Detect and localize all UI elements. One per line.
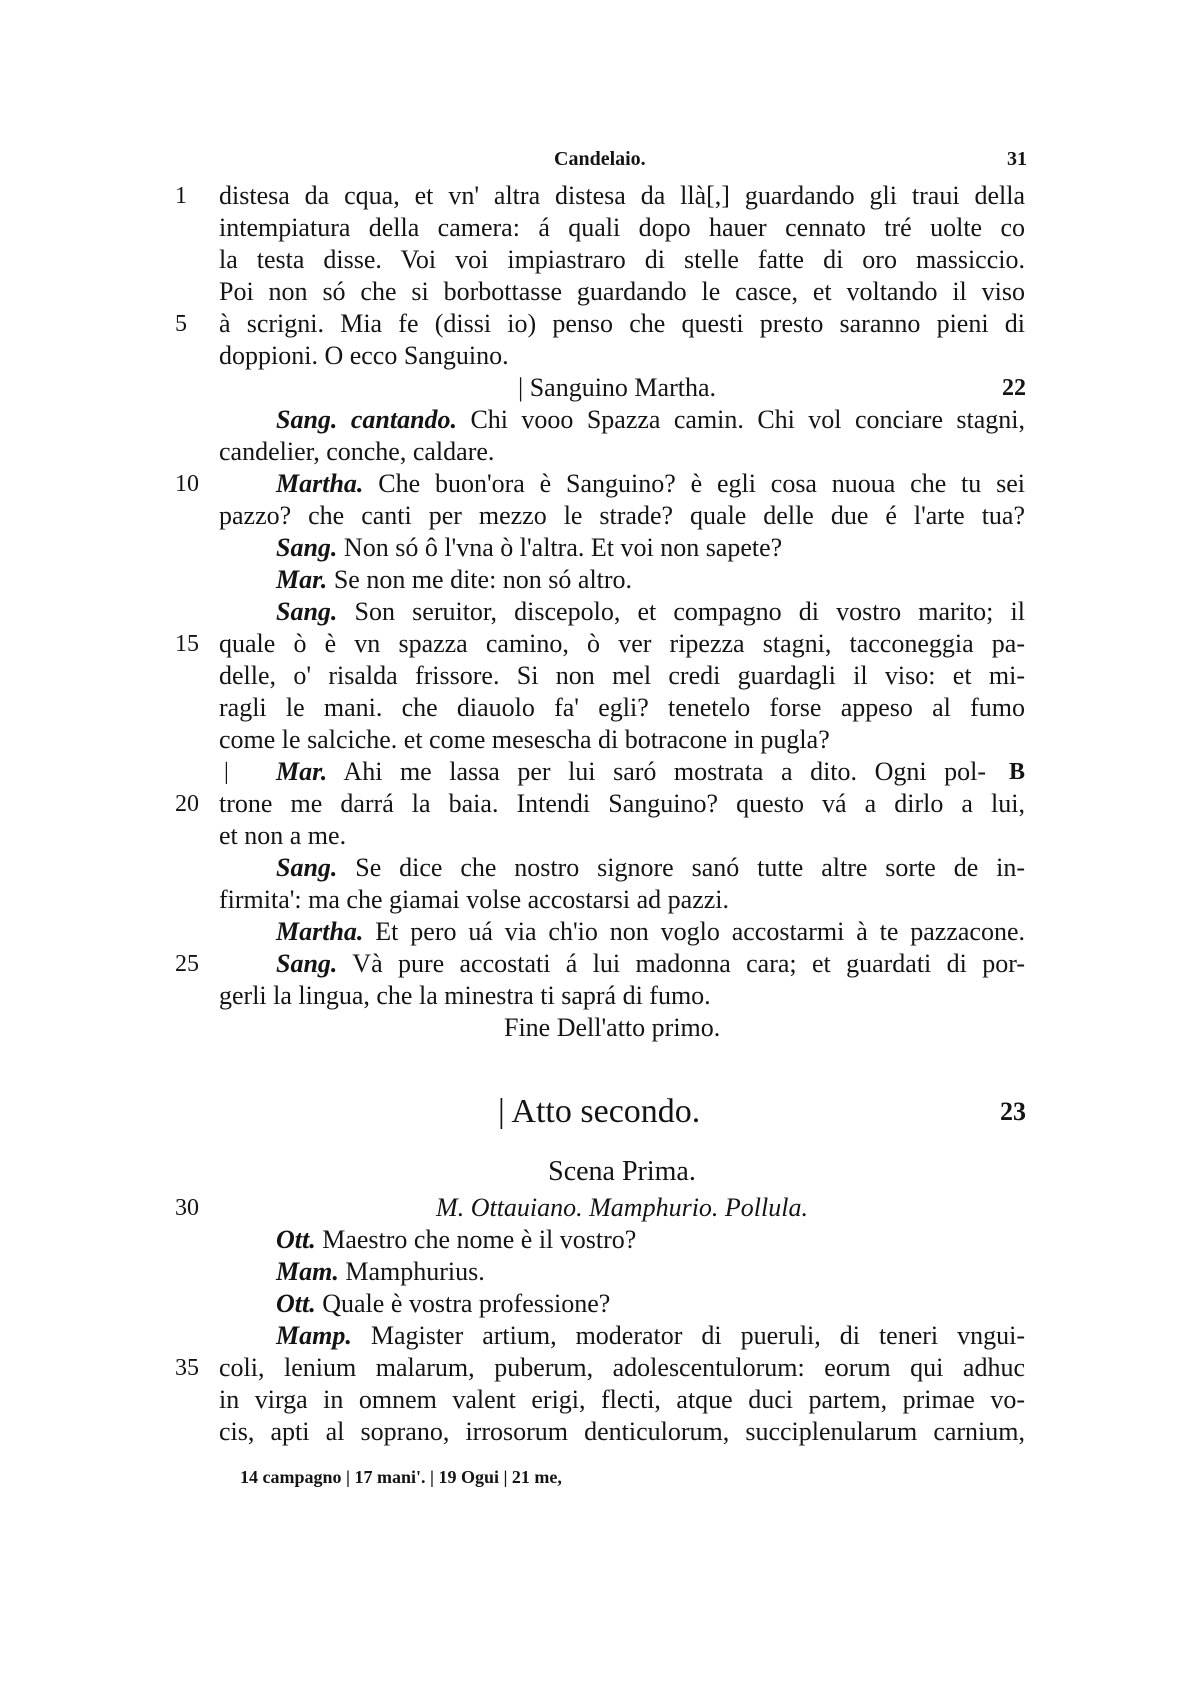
text-line: quale ò è vn spazza camino, ò ver ripezza stagni, tacconeggia pa-	[219, 629, 1025, 658]
speaker-name: Ott.	[276, 1289, 316, 1318]
speech-line	[276, 1320, 1025, 1352]
speaker-name: Mamp.	[276, 1321, 352, 1350]
text-line: in virga in omnem valent erigi, flecti, atque duci partem, primae vo-	[219, 1385, 1025, 1414]
footnote: 14 campagno | 17 mani'. | 19 Ogui | 21 me,	[240, 1467, 562, 1487]
speech-text: Se dice che nostro signore sanó tutte altre sorte de in-	[337, 853, 1025, 882]
text-line: Poi non só che si borbottasse guardando le casce, et voltando il viso	[219, 277, 1025, 306]
speaker-name: Ott.	[276, 1225, 316, 1254]
text-line: pazzo? che canti per mezzo le strade? quale delle due é l'arte tua?	[219, 501, 1025, 530]
speaker-name: Sang.	[276, 405, 338, 434]
speaker-name: Mam.	[276, 1257, 339, 1286]
speech-text: Che buon'ora è Sanguino? è egli cosa nuoua che tu sei	[363, 469, 1025, 498]
character-names: M. Ottauiano. Mamphurio. Pollula.	[436, 1193, 808, 1222]
speech-line	[276, 1224, 1025, 1256]
text-line: trone me darrá la baia. Intendi Sanguino? questo vá a dirlo a lui,	[219, 789, 1025, 818]
text-line: come le salciche. et come mesescha di botracone in pugla?	[219, 725, 830, 754]
act-end: Fine Dell'atto primo.	[504, 1013, 721, 1042]
margin-bar: |	[224, 759, 229, 785]
character-list	[219, 1192, 1025, 1224]
scene-heading: | Sanguino Martha.	[518, 373, 717, 402]
text-line: delle, o' risalda frissore. Si non mel credi guardagli il viso: et mi-	[219, 661, 1025, 690]
speech-line	[276, 948, 1025, 980]
speech-text: Son seruitor, discepolo, et compagno di vostro marito; il	[337, 597, 1025, 626]
text-line: distesa da cqua, et vn' altra distesa da llà[,] guardando gli traui della	[219, 181, 1025, 210]
speech-line	[276, 532, 1025, 564]
speaker-name: Mar.	[276, 565, 328, 594]
line-number: 10	[175, 471, 199, 497]
speaker-name: Sang.	[276, 949, 338, 978]
margin-number: 22	[1002, 375, 1026, 401]
speech-text: Ahi me lassa per lui saró mostrata a dito. Ogni pol-	[327, 757, 986, 786]
text-line: candelier, conche, caldare.	[219, 437, 495, 466]
line-number: 1	[175, 183, 187, 209]
speech-line	[276, 1256, 1025, 1288]
speaker-name: Mar.	[276, 757, 328, 786]
text-line: gerli la lingua, che la minestra ti saprá di fumo.	[219, 981, 711, 1010]
speech-line	[276, 468, 1025, 500]
speech-line	[276, 852, 1025, 884]
text-line: à scrigni. Mia fe (dissi io) penso che questi presto saranno pieni di	[219, 309, 1025, 338]
line-number: 25	[175, 951, 199, 977]
line-number: 20	[175, 791, 199, 817]
line-number: 15	[175, 631, 199, 657]
speech-line	[276, 916, 1025, 948]
speech-text: Chi vooo Spazza camin. Chi vol conciare stagni,	[457, 405, 1026, 434]
speech-line	[276, 564, 1025, 596]
line-number: 30	[175, 1195, 199, 1221]
speech-text: Quale è vostra professione?	[315, 1289, 611, 1318]
text-line: doppioni. O ecco Sanguino.	[219, 341, 509, 370]
speech-line	[276, 404, 1025, 436]
speech-line	[276, 596, 1025, 628]
speech-text: Mamphurius.	[338, 1257, 485, 1286]
text-line: firmita': ma che giamai volse accostarsi ad pazzi.	[219, 885, 730, 914]
text-line: et non a me.	[219, 821, 347, 850]
header-page-number: 31	[1007, 148, 1027, 170]
speech-line	[276, 756, 986, 788]
header-title: Candelaio.	[554, 148, 646, 170]
speaker-name: Sang.	[276, 533, 338, 562]
speaker-name: Sang.	[276, 853, 338, 882]
speech-text: Maestro che nome è il vostro?	[315, 1225, 637, 1254]
text-line: la testa disse. Voi voi impiastraro di stelle fatte di oro massiccio.	[219, 245, 1025, 274]
scene-heading: Scena Prima.	[548, 1156, 696, 1187]
text-line: intempiatura della camera: á quali dopo hauer cennato tré uolte co	[219, 213, 1025, 242]
speaker-name: Sang.	[276, 597, 338, 626]
speech-text: Non só ô l'vna ò l'altra. Et voi non sapete?	[337, 533, 783, 562]
text-line: ragli le mani. che diauolo fa' egli? tenetelo forse appeso al fumo	[219, 693, 1025, 722]
speech-text: Magister artium, moderator di pueruli, di teneri vngui-	[351, 1321, 1025, 1350]
text-line: cis, apti al soprano, irrosorum denticulorum, succiplenularum carnium,	[219, 1417, 1025, 1446]
speaker-name: Martha.	[276, 469, 364, 498]
line-number: 35	[175, 1355, 199, 1381]
speech-line	[276, 1288, 1025, 1320]
stage-direction: cantando.	[350, 405, 458, 434]
speech-text: Se non me dite: non só altro.	[327, 565, 633, 594]
speaker-name: Martha.	[276, 917, 364, 946]
speech-text: Và pure accostati á lui madonna cara; et guardati di por-	[337, 949, 1025, 978]
speech-text: Et pero uá via ch'io non voglo accostarmi à te pazzacone.	[363, 917, 1025, 946]
text-line: coli, lenium malarum, puberum, adolescentulorum: eorum qui adhuc	[219, 1353, 1025, 1382]
act-heading: | Atto secondo.	[498, 1093, 701, 1130]
margin-number: 23	[1000, 1097, 1026, 1126]
line-number: 5	[175, 311, 187, 337]
margin-letter: B	[1008, 759, 1025, 785]
